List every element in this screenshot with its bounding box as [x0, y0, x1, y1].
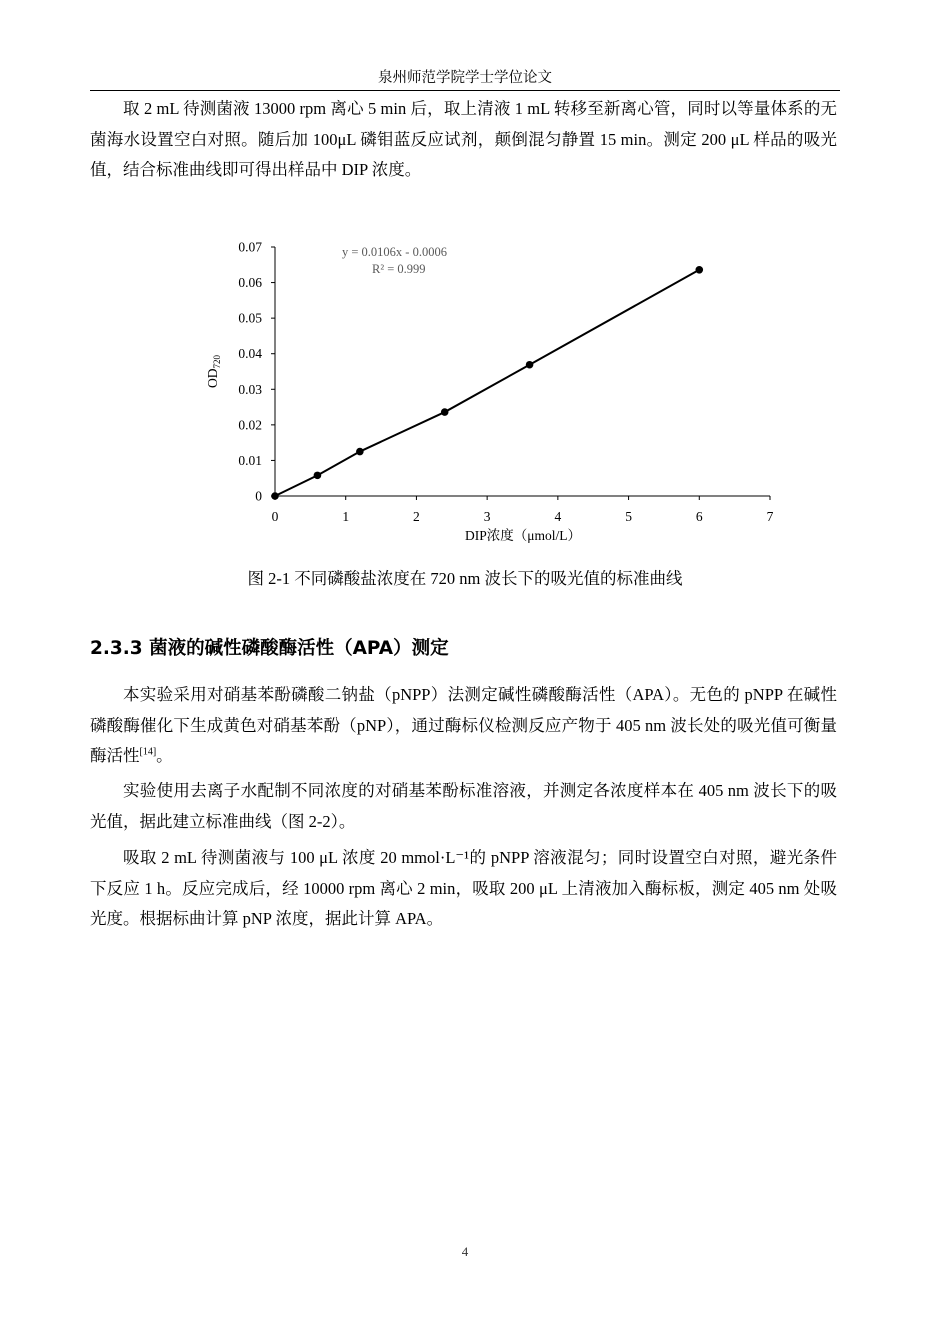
- x-tick-label: 5: [625, 509, 632, 524]
- paragraph-apa-principle: [90, 680, 837, 772]
- y-axis-label-main: OD: [205, 368, 220, 388]
- y-axis-label-subscript: 720: [212, 355, 222, 369]
- paragraph-dip-method: 取 2 mL 待测菌液 13000 rpm 离心 5 min 后，取上清液 1 mL 转移至新离心管，同时以等量体系的无菌海水设置空白对照。随后加 100μL 磷钼蓝反应试剂，颠倒混匀静置 15 min。测定 200 μL 样品的吸光值，结合标准曲线即可得出样品中 DIP 浓度。: [90, 99, 837, 179]
- figure-caption: 图 2-1 不同磷酸盐浓度在 720 nm 波长下的吸光值的标准曲线: [247, 569, 683, 588]
- series-line: [275, 270, 699, 496]
- data-point: [695, 266, 703, 274]
- trendline-r-squared: R² = 0.999: [372, 262, 426, 276]
- data-point: [526, 361, 534, 369]
- y-axis-ticks: [238, 240, 275, 504]
- x-axis-label: DIP浓度（μmol/L）: [465, 528, 581, 543]
- section-title: 2.3.3 菌液的碱性磷酸酶活性（APA）测定: [90, 638, 449, 659]
- y-tick-label: 0.05: [238, 310, 262, 326]
- paragraph-apa-principle-end: 。: [156, 746, 173, 765]
- data-point: [314, 472, 322, 480]
- citation-ref[interactable]: [14]: [139, 746, 157, 758]
- y-tick-label: 0.01: [238, 452, 262, 468]
- y-axis-label: [205, 355, 222, 389]
- paragraph-standard-curve: 实验使用去离子水配制不同浓度的对硝基苯酚标准溶液，并测定各浓度样本在 405 nm 波长下的吸光值，据此建立标准曲线（图 2-2）。: [90, 781, 837, 831]
- paragraph-apa-procedure: 吸取 2 mL 待测菌液与 100 μL 浓度 20 mmol·L⁻¹的 pNPP 溶液混匀；同时设置空白对照，避光条件下反应 1 h。反应完成后，经 10000 rpm 离心 2 min，吸取 200 μL 上清液加入酶标板，测定 405 nm 处吸光度。根据标曲计算 pNP 浓度，据此计算 APA。: [90, 848, 837, 928]
- trendline-equation: y = 0.0106x - 0.0006: [342, 245, 447, 259]
- x-tick-label: 0: [271, 509, 279, 524]
- x-tick-label: 3: [483, 509, 491, 524]
- y-tick-label: 0: [255, 488, 262, 504]
- y-tick-label: 0.06: [238, 275, 262, 291]
- y-tick-label: 0.04: [238, 346, 262, 362]
- x-tick-label: 4: [554, 509, 562, 524]
- x-axis-ticks: [272, 496, 774, 524]
- paragraph-apa-principle-text: 本实验采用对硝基苯酚磷酸二钠盐（pNPP）法测定碱性磷酸酶活性（APA）。无色的 pNPP 在碱性磷酸酶催化下生成黄色对硝基苯酚（pNP），通过酶标仪检测反应产物于 405 nm 波长处的吸光值可衡量酶活性: [90, 685, 837, 765]
- y-tick-label: 0.07: [238, 239, 262, 255]
- page-number: 4: [461, 1244, 469, 1259]
- x-tick-label: 7: [766, 509, 774, 524]
- standard-curve-chart: [190, 230, 790, 550]
- data-point: [356, 448, 364, 456]
- header-rule: [90, 90, 840, 91]
- x-tick-label: 2: [413, 509, 420, 524]
- running-header: 泉州师范学院学士学位论文: [378, 70, 552, 86]
- y-tick-label: 0.03: [238, 381, 262, 397]
- x-tick-label: 6: [695, 509, 703, 524]
- y-tick-label: 0.02: [238, 417, 262, 433]
- data-point: [271, 492, 279, 500]
- data-point: [441, 408, 449, 416]
- x-tick-label: 1: [342, 509, 350, 524]
